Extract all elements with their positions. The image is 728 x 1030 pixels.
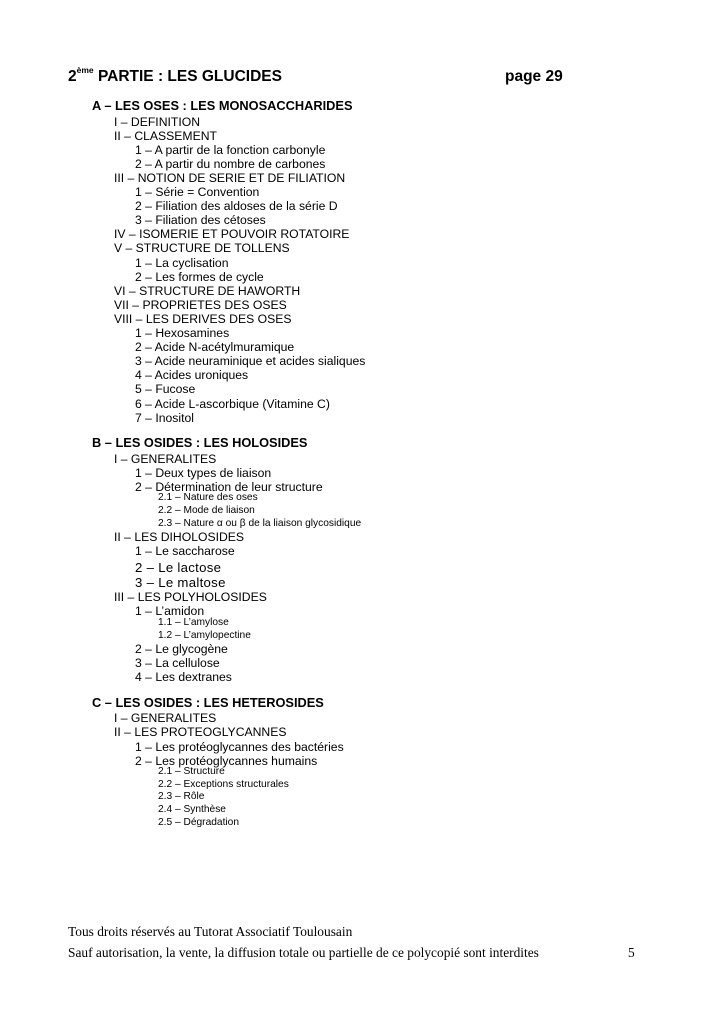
subsection-entry: 1 – L’amidon [135, 604, 205, 619]
subsection-entry: 5 – Fucose [135, 382, 196, 397]
subsection-entry: 2 – Filiation des aldoses de la série D [135, 199, 338, 214]
part-title-text: PARTIE : LES GLUCIDES [97, 68, 282, 85]
subsection-entry: 2 – Détermination de leur structure [135, 479, 323, 494]
subsubsection-entry: 2.1 – Structure [158, 766, 225, 778]
copyright-line: Tous droits réservés au Tutorat Associatif Toulousain [68, 924, 353, 939]
chapter-entry: III – NOTION DE SERIE ET DE FILIATION [114, 170, 346, 185]
subsection-entry: 3 – La cellulose [135, 656, 220, 671]
page-header [68, 65, 588, 90]
subsubsection-entry: 2.4 – Synthèse [158, 804, 226, 815]
subsection-entry: 2 – Acide N-acétylmuramique [135, 340, 295, 355]
subsection-entry: 1 – Hexosamines [135, 326, 230, 340]
subsection-entry: 2 – Les formes de cycle [135, 269, 264, 284]
subsubsection-entry: 2.3 – Nature α ou β de la liaison glycosidique [158, 517, 362, 529]
page-reference: page 29 [505, 68, 563, 85]
chapter-entry: II – LES DIHOLOSIDES [114, 530, 245, 545]
subsubsection-entry: 2.1 – Nature des oses [158, 492, 258, 504]
chapter-entry: I – DEFINITION [114, 114, 200, 129]
chapter-entry: III – LES POLYHOLOSIDES [114, 590, 267, 605]
chapter-entry: I – GENERALITES [114, 711, 217, 726]
subsection-entry: 2 – Les protéoglycannes humains [135, 753, 318, 768]
chapter-entry: V – STRUCTURE DE TOLLENS [114, 241, 290, 256]
subsubsection-entry: 1.1 – L’amylose [158, 616, 229, 628]
subsubsection-entry: 2.3 – Rôle [158, 791, 205, 803]
subsection-entry: 4 – Les dextranes [135, 670, 232, 685]
page-number: 5 [628, 945, 635, 960]
chapter-entry: I – GENERALITES [114, 451, 217, 466]
subsection-entry: 6 – Acide L-ascorbique (Vitamine C) [135, 396, 330, 411]
subsection-entry: 3 – Le maltose [135, 574, 226, 590]
chapter-entry: VIII – LES DERIVES DES OSES [114, 311, 292, 326]
subsection-entry: 1 – Les protéoglycannes des bactéries [135, 739, 344, 754]
subsection-entry: 2 – Le glycogène [135, 642, 228, 657]
part-superscript: ème [76, 65, 94, 75]
chapter-entry: VII – PROPRIETES DES OSES [114, 297, 287, 312]
part-number: 2 [68, 68, 77, 85]
part-title [68, 65, 282, 86]
subsection-entry: 1 – A partir de la fonction carbonyle [135, 142, 326, 157]
subsection-entry: 2 – Le lactose [135, 559, 222, 575]
subsection-entry: 1 – Le saccharose [135, 544, 235, 559]
subsection-entry: 3 – Filiation des cétoses [135, 213, 266, 228]
chapter-entry: II – CLASSEMENT [114, 128, 217, 143]
subsubsection-entry: 2.5 – Dégradation [158, 816, 239, 828]
section-heading: A – LES OSES : LES MONOSACCHARIDES [92, 98, 353, 113]
subsection-entry: 4 – Acides uroniques [135, 368, 249, 383]
subsubsection-entry: 2.2 – Mode de liaison [158, 505, 255, 516]
subsection-entry: 1 – Deux types de liaison [135, 465, 272, 480]
chapter-entry: VI – STRUCTURE DE HAWORTH [114, 283, 301, 298]
subsection-entry: 3 – Acide neuraminique et acides sialiques [135, 354, 366, 369]
section-heading: C – LES OSIDES : LES HETEROSIDES [92, 694, 324, 710]
subsubsection-entry: 1.2 – L’amylopectine [158, 629, 251, 641]
chapter-entry: II – LES PROTEOGLYCANNES [114, 725, 287, 740]
section-heading: B – LES OSIDES : LES HOLOSIDES [92, 435, 308, 451]
chapter-entry: IV – ISOMERIE ET POUVOIR ROTATOIRE [114, 227, 350, 242]
distribution-notice: Sauf autorisation, la vente, la diffusion totale ou partielle de ce polycopié sont interdites [68, 945, 539, 960]
subsection-entry: 2 – A partir du nombre de carbones [135, 156, 326, 171]
subsection-entry: 1 – Série = Convention [135, 185, 260, 199]
subsubsection-entry: 2.2 – Exceptions structurales [158, 778, 289, 790]
subsection-entry: 1 – La cyclisation [135, 255, 229, 270]
subsection-entry: 7 – Inositol [135, 410, 194, 425]
